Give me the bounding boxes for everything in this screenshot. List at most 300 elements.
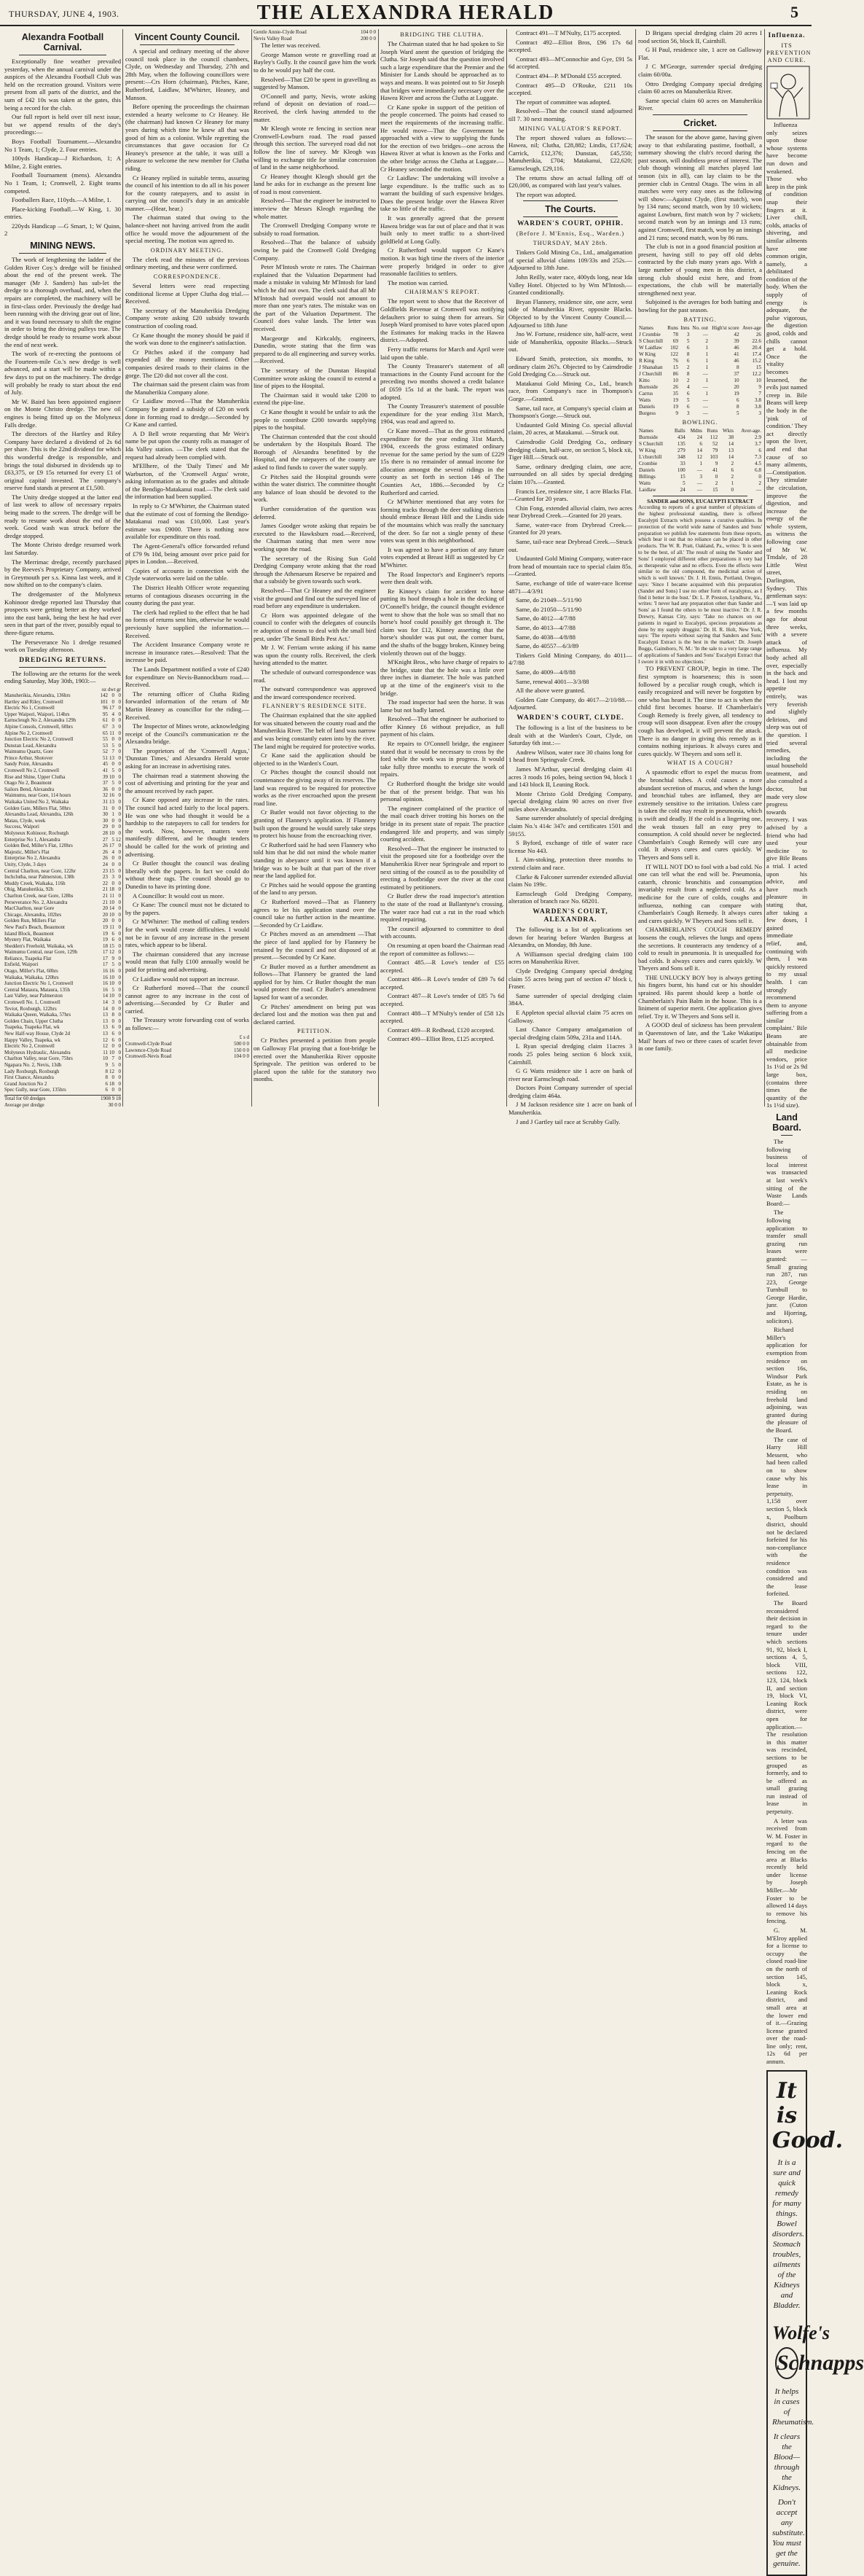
player-stat: 10 — [755, 377, 761, 383]
dredge-name: Otago No 2, Beaumont — [4, 780, 52, 787]
court-item: Clyde Dredging Company special dredging claim 55 acres being part of section 47 block i, Fraser. — [508, 967, 632, 991]
player-name: L'churchill — [639, 453, 662, 460]
player-row — [638, 441, 762, 448]
returns-row — [4, 881, 121, 887]
dredge-dwt: 0 — [111, 855, 114, 862]
column-1 — [4, 29, 121, 1106]
dredge-oz: 51 — [103, 754, 109, 761]
court-item: Jno W. Fortune, residence site, half-acre, west side of Manuherikia, opposite Blacks.—Struck out. — [508, 330, 632, 354]
dredge-oz: 17 — [103, 955, 109, 961]
dredge-dwt: 6 — [111, 1037, 114, 1043]
dredge-oz: 26 — [103, 843, 109, 849]
dredge-name: First Chance, Alexandra — [4, 1074, 54, 1081]
dredge-gr: 0 — [118, 999, 121, 1006]
dredge-oz: 11 — [103, 1049, 109, 1055]
player-stat: 3 — [686, 410, 690, 416]
dredge-gr: 0 — [118, 1061, 121, 1068]
dredge-gr: 0 — [118, 993, 121, 999]
dredge-name: Charlton Creek, near Gore, 128hs — [4, 892, 74, 899]
returns-row — [4, 711, 121, 718]
council-headline: Vincent County Council. — [134, 32, 240, 42]
dredge-dwt: 14 — [109, 905, 114, 912]
council-para: Cr Rutherford moved—That as Flannery agrees to let his application stand over the council take no further action in the meantime.—Seconded by Cr Laidlaw. — [254, 897, 376, 929]
player-stat: 2 — [686, 377, 690, 383]
works-row — [125, 1041, 249, 1047]
player-stat: 1 — [705, 344, 708, 351]
dredge-gr: 0 — [118, 880, 121, 886]
council-para: Before opening the proceedings the chairman extended a hearty welcome to Cr Heaney. He (the chairman) had known Cr Heaney for many years during which time he knew all that was good of him as a colonist. While regretting the circumstances that gave occasion for Cr Heaney's presence at the table, it was still a pleasure to welcome the new member for Clutha riding. — [125, 103, 249, 172]
total-value: 1908 9 18 — [101, 1095, 121, 1101]
player-name: Burnside — [639, 383, 658, 390]
council-para: Cr Pitches asked if the company had expended all the money mentioned. Other companies desired roads to their claims in the gorge. The £20 did not cover all the cost. — [125, 348, 249, 379]
player-stat: 52 — [712, 440, 718, 447]
dredge-dwt: 12 — [109, 949, 114, 956]
dredge-name: Muddy Creek, Waikaka, 116h — [4, 880, 66, 886]
player-stat: 14 — [728, 440, 734, 447]
dredge-gr: 0 — [118, 1068, 121, 1074]
football-para: Our full report is held over till next issue, but we append results of the day's proceedings:— — [4, 113, 121, 136]
player-stat: 8 — [737, 364, 739, 370]
council-para: Cr Pitches moved as an amendment —That the piece of land applied for by Flannery be retained by the council and not disposed of at present.—Seconded by Cr Kane. — [254, 930, 376, 961]
player-stat: 17.4 — [752, 351, 761, 357]
council-para: The Accident Insurance Company wrote re increase in insurance rates.—Resolved: That the increase be paid. — [125, 641, 249, 664]
dredge-gr: 0 — [118, 961, 121, 968]
dredge-name: New Paul's Beach, Beaumont — [4, 924, 65, 930]
player-stat: 5 — [683, 480, 686, 486]
returns-row — [4, 824, 121, 830]
court-date: THURSDAY, MAY 28th. — [533, 240, 608, 247]
dredge-gr: 0 — [118, 1005, 121, 1012]
dredge-dwt: 6 — [111, 930, 114, 937]
dredge-gr: 0 — [118, 1055, 121, 1062]
dredge-gr: 0 — [118, 799, 121, 805]
dredge-name: New Half-way House, Clyde 2d — [4, 1031, 71, 1037]
cough-remedy-body: loosens the cough, relieves the lungs and opens the secretions. It counteracts any tendency of a cold to result in pneumonia. It is unequalled for bad colds. It always cures and cures quickly. W Theyers and Sons sell it. — [638, 933, 762, 972]
player-stat: 33 — [680, 460, 686, 467]
player-row — [638, 410, 762, 417]
dredge-dwt: 6 — [111, 937, 114, 943]
dredge-dwt: 3 — [111, 874, 114, 881]
returns-row — [4, 755, 121, 762]
dredge-name: Rise and Shine, Upper Clutha — [4, 773, 66, 780]
returns-row — [4, 780, 121, 787]
mining-para: The dredgemaster of the Molyneux Kohinoor dredge reported last Thursday that prospects were getting better as they worked into the east bank, being the best he had ever seen in that part of the river, possibly equal to three-figure returns. — [4, 590, 121, 636]
dredge-oz: 8 — [105, 1068, 109, 1074]
council-para: The report showed values as follows:— Hawea, nil; Clutha, £28,882; Lindis, £17,624; Carrick, £12,376; Dunstan, £45,550; Manuherikia, £704; Matakanui, £22,620; Earnscleugh, £29,116. — [508, 133, 632, 172]
dredge-dwt: 17 — [109, 705, 114, 711]
returns-row — [4, 975, 121, 981]
contract-item: Contract 492—Elliot Bros, £96 17s 6d accepted. — [508, 38, 632, 54]
court-item: Ottro Dredging Company special dredging claim 60 acres on Manuherikia River. — [638, 79, 762, 95]
dredge-gr: 0 — [118, 824, 121, 830]
cough-title: WHAT IS A COUGH? — [667, 760, 734, 767]
dredge-name: Central Mataura, Mataura, 135h — [4, 986, 70, 993]
player-stat: 8 — [737, 403, 739, 410]
court-item: Same surrender of special dredging claim 384A. — [508, 991, 632, 1007]
player-stat: 26 — [755, 331, 761, 337]
returns-row — [4, 1018, 121, 1025]
council-para: The report was adopted. — [516, 190, 577, 198]
dredge-dwt: 15 — [109, 867, 114, 874]
dredge-name: Central Charlton, near Gore, 122hr — [4, 867, 76, 874]
dredge-oz: 36 — [103, 786, 109, 792]
council-para: The chairman considered that any increase would mean that fully £100 annually would be paid for printing and advertising. — [125, 950, 249, 973]
subheading: FLANNERY'S RESIDENCE SITE. — [262, 703, 367, 710]
player-name: R King — [639, 357, 654, 364]
dredge-name: Charlton Valley, near Gore, 75hrs — [4, 1055, 73, 1062]
column-7 — [766, 29, 864, 2568]
dredge-oz: 19 — [103, 924, 109, 930]
cricket-para: The season for the above game, having given away to that exhilarating pastime, football, a summary showing the club's record during the past season, will doubtless prove of interest. The club though winning all matches played last season (six in all), can lay claim to be the premier club in Central Otago. The wins in all matches were very easy ones as the following will show:—Against Clyde, (first match), won by 134 runs; second match, won by 10 wickets; against Lowburn, first match won by 7 wickets; second match won by an innings and 13 runs; against Cromwell, first match, won by an innings and 21 runs; second match, won by 86 runs. — [638, 133, 762, 241]
dredge-dwt: 6 — [111, 1024, 114, 1031]
dredge-name: Golden Chain, Upper Clutha — [4, 1018, 63, 1024]
dredge-name: Enfield, Waipori — [4, 961, 39, 968]
dredge-oz: 17 — [103, 961, 109, 968]
dredge-name: Sandy Point, Alexandra — [4, 761, 53, 768]
player-name: S Churchill — [639, 440, 663, 447]
license-item: Same, do 40557—6/3/89 — [516, 642, 579, 650]
council-para: The secretary of the Rising Sun Gold Dredging Company wrote asking that the road through the Athenaeum Reserve be repaired and that a subsidy be given towards such work. — [254, 554, 376, 585]
returns-headline: DREDGING RETURNS. — [19, 656, 106, 664]
returns-row — [4, 768, 121, 774]
dredge-gr: 0 — [118, 843, 121, 849]
council-para: The Agent-General's office forwarded refund of £79 9s 10d, being amount over price paid for pipes in London.—Received. — [125, 542, 249, 566]
player-stat: 102 — [670, 344, 678, 351]
council-para: Cr Heaney thought Kleogh should get the land he asks for in exchange as the present line of road is most convenient. — [254, 172, 376, 195]
dredge-dwt: 0 — [111, 817, 114, 824]
dredge-gr: 0 — [118, 968, 121, 975]
player-stat: 24 — [696, 434, 702, 440]
dredge-name: Matau, Clyde, week — [4, 817, 46, 824]
dredge-gr: 0 — [118, 692, 121, 698]
council-para: Resolved—That the engineer be instructed to interview the Messrs Kleogh regarding the whole matter. — [254, 197, 376, 220]
column-header: Mdns — [690, 427, 702, 434]
dredge-name: Waimumu Quartz, Gore — [4, 749, 54, 755]
works-table — [125, 1041, 249, 1060]
dredge-dwt: 5 — [111, 961, 114, 968]
player-stat: 2 — [686, 364, 690, 370]
ad-text: It helps in cases of Rheumatism. — [772, 2386, 814, 2427]
column-2 — [125, 29, 249, 1106]
dredge-oz: 13 — [103, 1024, 109, 1031]
dredge-gr: 0 — [118, 742, 121, 749]
court-item: J C M'George, surrender special dredging claim 60/00a. — [638, 63, 762, 78]
returns-row — [4, 849, 121, 856]
football-para: 100yds Handicap—J Richardson, 1; A Milne, 2. Eight entries. — [4, 155, 121, 170]
dredge-oz: 12 — [103, 1043, 109, 1050]
court-item: Same, renewal 4001—3/3/88 — [516, 677, 589, 685]
dredge-name: Manuherikia, Alexandra, 136hrs — [4, 692, 71, 698]
dredge-name: Last Valley, near Palmerston — [4, 993, 63, 999]
mining-headline: MINING NEWS. — [30, 241, 95, 251]
returns-row — [4, 818, 121, 824]
court-item: Same, ordinary dredging claim, one acre, surrounded on all sides by special dredging claim 107s.—Granted. — [508, 462, 632, 485]
council-para: Cr Laidlaw would not support an increase. — [133, 975, 240, 983]
dredge-name: Waikaka, Waikaka, 120hrs — [4, 974, 59, 980]
bowling-table — [638, 428, 762, 493]
player-stat: 9 — [715, 460, 718, 467]
player-stat: 434 — [677, 434, 686, 440]
dredge-gr: 0 — [118, 773, 121, 780]
dredge-oz: 24 — [103, 861, 109, 867]
council-para: The letter was received. — [261, 42, 321, 50]
player-stat: 46 — [734, 357, 739, 364]
council-para: The Chairman contended that the cost should be undertaken by the Hospitals Board. The Borough of Alexandra benefitted by the Hospital, and the ratepayers of the county are asked to find funds to cover the water supply. — [254, 432, 376, 472]
issue-date: THURSDAY, JUNE 4, 1903. — [9, 9, 119, 19]
player-name: W Laidlaw — [639, 344, 662, 351]
council-para: Cr Butler moved as a further amendment as follows—That Flannery be granted the land applied for by him. Cr Butler thought the man would protect the road. Cr Butler's amendment lapsed for want of a seconder. — [254, 962, 376, 1002]
dredge-dwt: 0 — [111, 786, 114, 792]
mining-para: The work of lengthening the ladder of the Golden River Coy.'s dredge will be finished about the end of the present week. The manager (Mr J. Sanders) has sub-let the dredge to a thorough overhaul, and, when the repairs are completed, the machinery will be in first-class order. Previously the dredge had been running with the driving gear out of line, and it was found necessary to shift the engine in order to bring the driving pulleys true. The dredge should be ready to resume work about the end of next week. — [4, 256, 121, 348]
dredge-gr: 0 — [118, 911, 121, 918]
dredge-name: Alpine No 2, Cromwell — [4, 730, 53, 736]
dredge-dwt: 9 — [111, 955, 114, 961]
player-stat: 6 — [758, 447, 761, 453]
returns-unit: oz dwt gr — [101, 686, 121, 692]
council-para: The chairman stated that owing to the balance-sheet not having arrived from the audit office he would move the adjournment of the special meeting. The motion was agreed to. — [125, 214, 249, 245]
player-stat: 6 — [737, 397, 739, 403]
dredge-name: Alpine Consols, Cromwell, 60hrs — [4, 723, 73, 730]
player-stat: 46 — [734, 344, 739, 351]
player-row — [638, 378, 762, 384]
returns-row — [4, 912, 121, 918]
council-para: Cr M'Whirter mentioned that any votes for forming tracks through the deer stalking districts should embrace Breast Hill and the Lindis side of the mountains which was really the sanctuary of the deer. So far not a single penny of these votes was spent in this neighborhood. — [380, 498, 504, 545]
returns-row — [4, 837, 121, 843]
council-para: The report of committee was adopted. — [516, 98, 611, 106]
contract-item: Contract 493—M'Connochie and Gye, £91 5s 6d accepted. — [508, 55, 632, 71]
court-item: Francis Lee, residence site, 1 acre Blacks Flat.—Granted for 20 years. — [508, 487, 632, 503]
dredge-oz: 12 — [103, 1037, 109, 1043]
council-para: On resuming at open board the Chairman read the report of committee as follows:— — [380, 941, 504, 957]
returns-average-row — [4, 1102, 121, 1109]
court-item: D Brigans special dredging claim 20 acres I rood section 56, block II, Cairnhill. — [638, 29, 762, 44]
dredge-oz: 13 — [103, 1018, 109, 1024]
returns-row — [4, 918, 121, 924]
court-item: A Williamson special dredging claim 100 acres on Manuherikia River. — [508, 950, 632, 966]
court-item: The following is a list of the business to be dealt with at the Warden's Court, Clyde, on Saturday 6th inst.:— — [508, 723, 632, 747]
council-para: Cr Laidlaw: The undertaking will involve a large expenditure. Is the traffic such as to warrant the building of such expensive bridges. Does the present bridge over the Hawea River take so little of the traffic. — [380, 174, 504, 213]
player-stat: 3.8 — [755, 403, 761, 410]
player-row — [638, 454, 762, 461]
dredge-oz: 28 — [103, 830, 109, 836]
dredge-name: Island Block, Beaumont — [4, 930, 54, 937]
council-para: The secretary of the Dunstan Hospital Committee wrote asking the council to extend a line of pipes to the Hospital. — [254, 366, 376, 390]
dredge-dwt: 0 — [111, 880, 114, 886]
returns-row — [4, 968, 121, 975]
returns-row — [4, 749, 121, 755]
dredge-dwt: 0 — [111, 918, 114, 924]
land-board-para: The case of Harry Hill Messent, who had been called on to show cause why his lease in perpetuity, 1,158 over section 5, block x, Poolburn district, should not be declared forfeited for his non-compliance with the residence condition was considered and the lease forfeited. — [766, 1435, 807, 1598]
player-stat: 4 — [686, 383, 690, 390]
dredge-oz: 142 — [100, 692, 109, 698]
dredge-oz: 39 — [103, 773, 109, 780]
ad-brand: Wolfe's — [772, 2322, 830, 2343]
land-board-para: G. M. M'Elroy applied for a license to occupy the closed road-line on the north of section 145, block x, Leaning Rock district, and small area at the lower end of it.—Grazing license granted over the road-line only; rent, 12s 6d per annum. — [766, 1926, 807, 2066]
subheading: CORRESPONDENCE. — [153, 273, 221, 281]
land-board-para: The following business of local interest was transacted at last week's sitting of the Waste Lands Board:— — [766, 1138, 807, 1207]
returns-row — [4, 943, 121, 950]
council-para: The returning officer of Clutha Riding forwarded information of the return of Mr Martin Heaney as councillor for the riding.—Received. — [125, 690, 249, 721]
player-stat: 3.8 — [755, 397, 761, 403]
land-board-para: Richard Miller's application for exemption from residence on section 16s, Windsor Park Estate, as he is residing on freehold land adjoining, was granted during the pleasure of the Board. — [766, 1326, 807, 1434]
player-stat: 19 — [672, 397, 678, 403]
returns-row — [4, 949, 121, 956]
player-stat: 15 — [680, 473, 686, 480]
council-para: The Inspector of Mines wrote, acknowledging receipt of the Council's communication re the Alexandra bridge. — [125, 722, 249, 746]
column-divider — [635, 29, 636, 1106]
dredge-oz: 41 — [103, 768, 109, 774]
player-stat: 78 — [672, 331, 678, 337]
dredge-gr: 0 — [118, 1080, 121, 1087]
works-row — [254, 36, 376, 42]
contract-item: Contract 494—P. M'Donald £55 accepted. — [516, 71, 622, 79]
court-item: Same, tail race, at Company's special claim at Thompson's Gorge.—Struck out. — [508, 404, 632, 420]
dredge-gr: 0 — [118, 698, 121, 705]
dredge-dwt: 4 — [111, 848, 114, 855]
returns-row — [4, 792, 121, 799]
dredge-gr: 0 — [118, 1031, 121, 1037]
dredge-dwt: 0 — [111, 1074, 114, 1081]
player-name: Kitto — [639, 377, 650, 383]
council-para: Cr Pitches thought the council should not countenance the giving away of its reserves. The land was required to be required for protective works as the river encroached upon the present road line. — [254, 768, 376, 807]
contract-item: Contract 486—R Love's tender of £89 7s 6d accepted. — [380, 975, 504, 991]
court-item: Undaunted Gold Mining Company, water-race from head of mountain race to special claim 85s.—Granted. — [508, 555, 632, 578]
council-para: The Road Inspector's and Engineer's reports were then dealt with. — [380, 570, 504, 586]
dredge-dwt: 0 — [111, 692, 114, 698]
croup-body: begin in time. The first symptom is hoarseness; this is soon followed by a peculiar rough cough, which is easily recognized and will never be forgotten by one who has heard it. The time to act is when the child first becomes hoarse. If Chamberlain's Cough Remedy is freely given, all tendency to croup will soon disappear. Even after the croupy cough has developed, it will prevent the attack. There is no danger in giving this remedy as it contains nothing injurious. It always cures and cures quickly. W Theyers and sons sell it. — [638, 665, 762, 757]
divider — [653, 114, 747, 115]
player-stat: 112 — [710, 434, 718, 440]
player-stat: 6 — [686, 390, 690, 397]
council-para: Cr Butler drew the road inspector's attention to the state of the road at Ballantyne's crossing. The water race had cut a rut in the road which required repairing. — [380, 892, 504, 924]
player-row — [638, 461, 762, 467]
player-stat: 42 — [734, 331, 739, 337]
council-para: Resolved—That the council stand adjourned till 7. 30 next morning. — [508, 107, 632, 122]
dredge-gr: 0 — [118, 861, 121, 867]
dredge-gr: 0 — [118, 1024, 121, 1031]
court-item: Chin Fong, extended alluvial claim, two acres near Drybread Creek.—Granted for 20 years. — [508, 504, 632, 520]
dredge-oz: 65 — [103, 730, 109, 736]
player-stat: — — [696, 467, 702, 473]
mining-para: Mr W. Baird has been appointed engineer on the Monte Christo dredge. The new oil engines is being fitted up on the Molyneux Falls dredge. — [4, 397, 121, 429]
dredge-oz: 6 — [105, 1080, 109, 1087]
player-stat: 1 — [731, 480, 734, 486]
council-para: The District Health Officer wrote requesting returns of contagious diseases occurring in the county during the past year. — [125, 584, 249, 607]
sickness-note: A GOOD deal of sickness has been prevalent in Queenstown of late, and the 'Lake Wakatipu Mail' hears of two or three cases of scarlet fever in one family. — [638, 1021, 762, 1053]
player-row — [638, 397, 762, 404]
returns-row — [4, 1050, 121, 1056]
returns-row — [4, 862, 121, 868]
court-item: Same, do 4009—4/8/88 — [516, 668, 576, 676]
dredge-name: Ngapara No. 2, Nevis, 13dh — [4, 1061, 62, 1068]
council-para: The chairman read a statement showing the cost of advertising and printing for the year and the amount received by each paper. — [125, 771, 249, 795]
returns-row — [4, 843, 121, 849]
dredge-dwt: 0 — [111, 1018, 114, 1024]
player-stat: — — [702, 331, 708, 337]
dredge-dwt: 0 — [111, 824, 114, 830]
dredge-dwt: 5 — [111, 1061, 114, 1068]
unlucky-boy-body: boy is always getting his fingers burnt, his hand cut or his shoulder sprained. His parent should keep a bottle of Chamberlain's Pain Balm in the house. This is a liniment of superior merit. One application gives relief. Try it. W Theyers and Sons sell it. — [638, 973, 763, 1020]
dredge-dwt: 10 — [109, 830, 114, 836]
council-para: Resolved—That £20 be spent in gravelling as suggested by Manson. — [254, 75, 376, 91]
player-stat: 100 — [677, 467, 686, 473]
returns-row — [4, 730, 121, 737]
dredge-dwt: 13 — [109, 754, 114, 761]
returns-row — [4, 999, 121, 1006]
player-stat: 15 — [712, 486, 718, 493]
wolfes-schnapps-ad — [766, 2070, 864, 2576]
player-stat: 2 — [758, 480, 761, 486]
player-stat: 22.6 — [752, 337, 761, 344]
court-item: Same, tail-race near Drybread Creek.—Struck out. — [508, 538, 632, 553]
dredge-gr: 0 — [118, 986, 121, 993]
returns-row — [4, 980, 121, 987]
dredge-oz: 31 — [103, 805, 109, 811]
dredge-gr: 0 — [118, 930, 121, 937]
council-para: Further consideration of the question was deferred. — [254, 505, 376, 520]
player-stat: 38 — [728, 434, 734, 440]
ad-headline: It is Good. — [772, 2077, 844, 2153]
council-para: Cr Rutherford thought the bridge site would be that of the present bridge. That was his personal opinion. — [380, 780, 504, 803]
column-divider — [764, 29, 765, 1106]
returns-row — [4, 886, 121, 893]
council-para: The report went to show that the Receiver of Goldfields Revenue at Cromwell was notifying defaulters prior to suing them for arrears. Sir Joseph Ward promised to have votes placed upon the Estimates for making tracks in the Hawea district.—Adopted. — [380, 297, 504, 344]
council-para: Cr Kane opposed any increase in the rates. The council had acted fairly to the local papers. He was one who had thought it would be a hardship to the ratepayers to call for tenders for the work. Now, however, matters were manifestly different, and he thought tenders should be called for the work of printing and advertising. — [125, 796, 249, 858]
court-item: Tinkers Gold Mining Co., Ltd., amalgamation of special alluvial claims 109/33s and 252s.—Adjourned to 18th June. — [508, 249, 632, 272]
dredge-oz: 21 — [103, 892, 109, 899]
player-name: Crombie — [639, 460, 658, 467]
dredge-name: Reliance, Tuapeka Flat — [4, 955, 52, 961]
dredge-dwt: 3 — [111, 723, 114, 730]
dredge-oz: 9 — [105, 1061, 109, 1068]
dredge-oz: 30 — [103, 811, 109, 818]
dredge-name: Sailors Bend, Alexandra — [4, 786, 55, 792]
dredge-oz: 53 — [103, 742, 109, 749]
dredge-oz: 23 — [103, 874, 109, 881]
dredge-dwt: 0 — [111, 736, 114, 743]
court-item: Clarke & Falconer surrender extended alluvial claim No 199c. — [508, 873, 632, 889]
returns-row — [4, 868, 121, 875]
dredge-name: Waikaka Queen, Waikaka, 57hrs — [4, 1012, 71, 1018]
dredge-dwt: 0 — [111, 1087, 114, 1093]
dredge-gr: 0 — [118, 924, 121, 930]
dredge-oz: 20 — [103, 905, 109, 912]
council-para: Macgeorge and Kirkcaldy, engineers, Dunedin, wrote stating that the firm was prepared to do all engineering and survey works.—Received. — [254, 334, 377, 365]
council-para: The County Treasurer's statement of all transactions in the County Fund account for the preceding two months showed a credit balance of £659 15s 1d at the bank. The report was adopted. — [380, 362, 504, 401]
land-board-para: The following application to transfer small grazing run leases were granted: —Small grazing run 287, run 223, George Turnbull to George Hardie, junr. (Cuton and Hjorring, solicitors). — [766, 1209, 807, 1324]
football-para: Boys Football Tournament.—Alexandra No 1 Team, 1; Clyde, 2. Four entries. — [4, 137, 121, 153]
player-stat: 2 — [715, 480, 718, 486]
returns-row — [4, 961, 121, 968]
dredge-gr: 0 — [118, 1074, 121, 1081]
dredge-gr: 0 — [118, 1012, 121, 1018]
returns-row — [4, 774, 121, 781]
player-stat: 15.2 — [752, 357, 761, 364]
works-name: Cromwell-Clyde Road — [125, 1041, 172, 1047]
dredge-dwt: 1 — [111, 811, 114, 818]
returns-row — [4, 1062, 121, 1069]
dredge-oz: 16 — [103, 986, 109, 993]
dredge-dwt: 18 — [109, 1080, 114, 1087]
player-stat: 12.2 — [752, 370, 761, 377]
license-item: Same, do 4038—4/8/88 — [516, 633, 576, 641]
player-stat: 6 — [731, 467, 734, 473]
court-heading: WARDEN'S COURT, CLYDE. — [517, 714, 624, 722]
column-header: Names — [639, 324, 653, 331]
dredge-oz: 45 — [103, 761, 109, 768]
returns-row — [4, 1074, 121, 1081]
court-item: L Ryan special dredging claim 11acres 3 roods 25 poles being section 6 block xxiii, Cairnhill. — [508, 1042, 632, 1066]
